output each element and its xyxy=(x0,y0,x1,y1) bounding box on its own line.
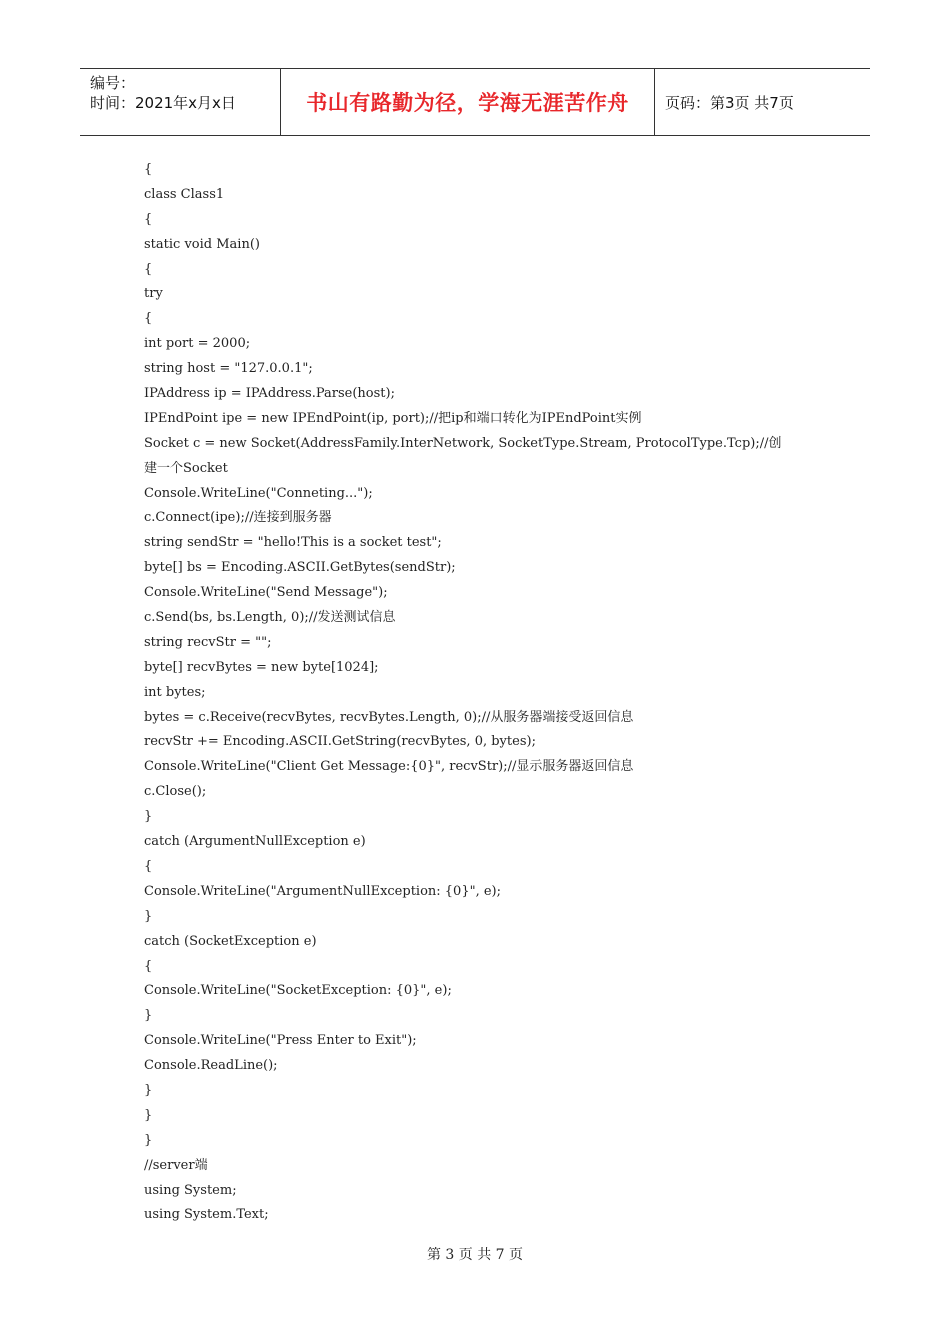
code-line: recvStr += Encoding.ASCII.GetString(recvBytes, 0, bytes); xyxy=(144,734,536,750)
header-motto: 书山有路勤为径，学海无涯苦作舟 xyxy=(306,91,629,115)
code-line: { xyxy=(144,211,153,227)
code-line: using System; xyxy=(144,1182,237,1198)
code-line: c.Connect(ipe);//连接到服务器 xyxy=(144,510,332,526)
header-motto-cell xyxy=(281,69,655,135)
code-line: c.Close(); xyxy=(144,784,207,800)
code-line: { xyxy=(144,958,153,974)
code-line: } xyxy=(144,1008,153,1024)
code-line: { xyxy=(144,858,153,874)
code-line: Console.WriteLine("Conneting..."); xyxy=(144,485,373,501)
code-line: Console.WriteLine("Send Message"); xyxy=(144,585,388,601)
code-line: byte[] recvBytes = new byte[1024]; xyxy=(144,659,379,675)
code-line: string host = "127.0.0.1"; xyxy=(144,361,313,377)
code-line: IPAddress ip = IPAddress.Parse(host); xyxy=(144,386,395,402)
code-line: string sendStr = "hello!This is a socket test"; xyxy=(144,535,442,551)
code-line: class Class1 xyxy=(144,186,225,202)
code-line: 建一个Socket xyxy=(144,460,228,476)
code-line: byte[] bs = Encoding.ASCII.GetBytes(sendStr); xyxy=(144,560,456,576)
code-line: } xyxy=(144,908,153,924)
code-line: Socket c = new Socket(AddressFamily.InterNetwork, SocketType.Stream, ProtocolType.Tcp);//创 xyxy=(144,435,782,451)
code-line: int bytes; xyxy=(144,684,206,700)
document-number-label: 编号： xyxy=(90,74,136,92)
code-line: static void Main() xyxy=(144,236,260,252)
code-line: try xyxy=(144,286,163,302)
code-line: catch (SocketException e) xyxy=(144,933,317,949)
code-block xyxy=(144,158,824,1228)
code-line: } xyxy=(144,809,153,825)
code-line: c.Send(bs, bs.Length, 0);//发送测试信息 xyxy=(144,610,396,626)
code-line: using System.Text; xyxy=(144,1207,269,1223)
footer-page-number: 第 3 页 共 7 页 xyxy=(426,1247,524,1263)
code-line: Console.ReadLine(); xyxy=(144,1058,278,1074)
code-line: //server端 xyxy=(144,1157,208,1173)
code-line: } xyxy=(144,1132,153,1148)
page-header xyxy=(80,68,870,136)
code-line: { xyxy=(144,311,153,327)
code-line: string recvStr = ""; xyxy=(144,634,272,650)
code-line: bytes = c.Receive(recvBytes, recvBytes.Length, 0);//从服务器端接受返回信息 xyxy=(144,709,634,725)
code-line: } xyxy=(144,1082,153,1098)
header-meta-cell xyxy=(80,69,281,135)
code-line: Console.WriteLine("ArgumentNullException: {0}", e); xyxy=(144,883,501,899)
header-page-cell xyxy=(655,69,870,135)
code-line: Console.WriteLine("Press Enter to Exit"); xyxy=(144,1033,417,1049)
code-line: Console.WriteLine("SocketException: {0}", e); xyxy=(144,983,452,999)
code-line: { xyxy=(144,261,153,277)
code-line: catch (ArgumentNullException e) xyxy=(144,834,366,850)
header-page-number: 页码：第3页 共7页 xyxy=(665,93,794,112)
code-line: IPEndPoint ipe = new IPEndPoint(ip, port);//把ip和端口转化为IPEndPoint实例 xyxy=(144,410,642,426)
document-time-label: 时间：2021年x月x日 xyxy=(90,94,236,112)
code-line: Console.WriteLine("Client Get Message:{0}", recvStr);//显示服务器返回信息 xyxy=(144,759,634,775)
code-line: { xyxy=(144,162,153,177)
code-line: } xyxy=(144,1107,153,1123)
page-footer xyxy=(0,1244,950,1264)
code-line: int port = 2000; xyxy=(144,336,251,352)
